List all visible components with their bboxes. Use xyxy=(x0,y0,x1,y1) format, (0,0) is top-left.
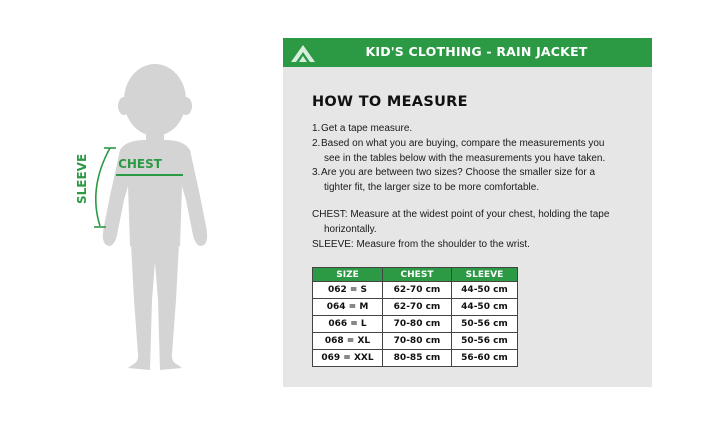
step-item: 2.Based on what you are buying, compare the measurements you see in the tables below with the measurements you have taken. xyxy=(312,137,606,164)
table-row: 066 = L 70-80 cm 50-56 cm xyxy=(313,316,518,333)
table-row: 068 = XL 70-80 cm 50-56 cm xyxy=(313,333,518,350)
child-silhouette-figure xyxy=(0,0,285,425)
child-silhouette xyxy=(103,64,207,370)
col-header-sleeve: SLEEVE xyxy=(452,268,518,282)
size-guide-panel xyxy=(283,38,652,387)
table-row: 064 = M 62-70 cm 44-50 cm xyxy=(313,299,518,316)
step-item: 3.Are you are between two sizes? Choose the smaller size for a tighter fit, the larger size to be more comfortable. xyxy=(312,167,596,194)
table-row: 069 = XXL 80-85 cm 56-60 cm xyxy=(313,350,518,367)
sleeve-label: SLEEVE xyxy=(75,153,89,204)
how-to-measure-heading: HOW TO MEASURE xyxy=(312,94,468,110)
size-table-header-row xyxy=(313,268,518,282)
table-row: 062 = S 62-70 cm 44-50 cm xyxy=(313,282,518,299)
measure-definitions xyxy=(312,208,647,252)
measure-steps xyxy=(312,122,642,196)
chest-definition: CHEST: Measure at the widest point of your chest, holding the tape horizontally. xyxy=(312,209,610,235)
sleeve-definition: SLEEVE: Measure from the shoulder to the wrist. xyxy=(312,238,530,250)
panel-title: KID'S CLOTHING - RAIN JACKET xyxy=(365,44,588,59)
step-item: 1.Get a tape measure. xyxy=(312,123,413,134)
chest-label: CHEST xyxy=(118,157,162,171)
size-table xyxy=(312,267,518,367)
col-header-size: SIZE xyxy=(313,268,383,282)
col-header-chest: CHEST xyxy=(383,268,452,282)
panel-header xyxy=(283,38,652,67)
